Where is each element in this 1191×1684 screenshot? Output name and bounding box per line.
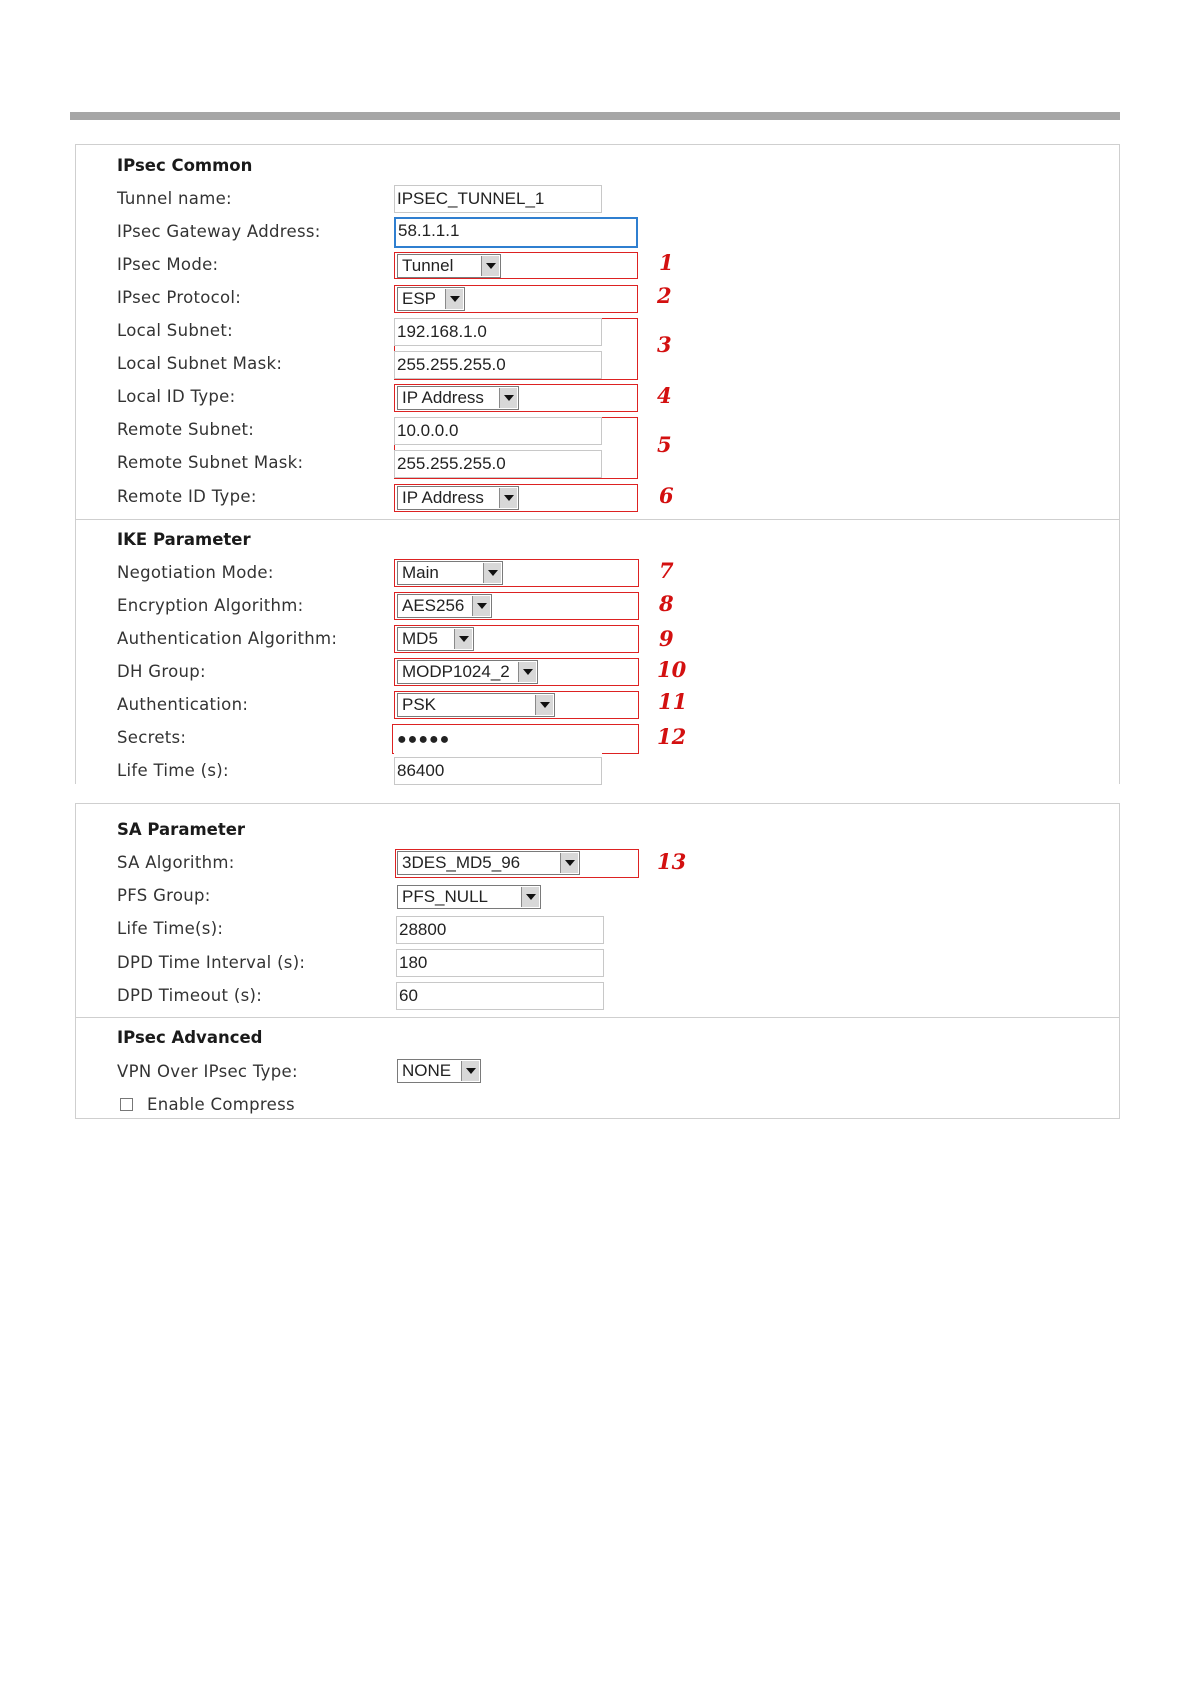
remote-subnet-mask-label: Remote Subnet Mask:: [117, 453, 304, 472]
local-id-type-value: IP Address: [402, 388, 484, 407]
chevron-down-icon[interactable]: [560, 853, 578, 873]
ipsec-common-heading: IPsec Common: [117, 156, 253, 175]
dpd-interval-label: DPD Time Interval (s):: [117, 953, 306, 972]
chevron-down-icon[interactable]: [521, 887, 539, 907]
annotation-number: 2: [657, 283, 672, 308]
dpd-interval-input[interactable]: 180: [396, 949, 604, 977]
dh-group-label: DH Group:: [117, 662, 206, 681]
sa-algorithm-select[interactable]: [397, 851, 580, 875]
ike-life-time-label: Life Time (s):: [117, 761, 229, 780]
annotation-number: 8: [659, 591, 674, 616]
annotation-number: 1: [659, 250, 674, 275]
annotation-number: 13: [657, 849, 687, 874]
ipsec-protocol-label: IPsec Protocol:: [117, 288, 242, 307]
chevron-down-icon[interactable]: [454, 629, 472, 649]
pfs-group-select[interactable]: [397, 885, 541, 909]
local-subnet-mask-label: Local Subnet Mask:: [117, 354, 283, 373]
remote-subnet-label: Remote Subnet:: [117, 420, 255, 439]
sa-algorithm-label: SA Algorithm:: [117, 853, 235, 872]
sa-life-time-input[interactable]: 28800: [396, 916, 604, 944]
enable-compress-label: Enable Compress: [147, 1095, 295, 1114]
chevron-down-icon[interactable]: [499, 388, 517, 408]
chevron-down-icon[interactable]: [483, 563, 501, 583]
section-divider: [75, 519, 1120, 520]
remote-id-type-value: IP Address: [402, 488, 484, 507]
ipsec-mode-value: Tunnel: [402, 256, 454, 275]
ipsec-mode-label: IPsec Mode:: [117, 255, 219, 274]
annotation-number: 12: [657, 724, 687, 749]
negotiation-mode-value: Main: [402, 563, 439, 582]
encryption-algorithm-label: Encryption Algorithm:: [117, 596, 304, 615]
dh-group-value: MODP1024_2: [402, 662, 510, 681]
annotation-number: 7: [659, 558, 674, 583]
chevron-down-icon[interactable]: [461, 1061, 479, 1081]
pfs-group-value: PFS_NULL: [402, 887, 488, 906]
dpd-timeout-input[interactable]: 60: [396, 982, 604, 1010]
local-subnet-label: Local Subnet:: [117, 321, 233, 340]
remote-id-type-select[interactable]: [397, 486, 519, 510]
dpd-timeout-label: DPD Timeout (s):: [117, 986, 263, 1005]
local-id-type-label: Local ID Type:: [117, 387, 236, 406]
section-divider: [75, 1017, 1120, 1018]
chevron-down-icon[interactable]: [481, 256, 499, 276]
chevron-down-icon[interactable]: [472, 596, 490, 616]
ipsec-protocol-select[interactable]: [397, 287, 465, 311]
encryption-algorithm-value: AES256: [402, 596, 465, 615]
vpn-over-ipsec-value: NONE: [402, 1061, 452, 1080]
gateway-label: IPsec Gateway Address:: [117, 222, 321, 241]
tunnel-name-label: Tunnel name:: [117, 189, 232, 208]
sa-algorithm-value: 3DES_MD5_96: [402, 853, 521, 872]
annotation-number: 3: [657, 332, 672, 357]
local-id-type-select[interactable]: [397, 386, 519, 410]
ipsec-advanced-heading: IPsec Advanced: [117, 1028, 263, 1047]
chevron-down-icon[interactable]: [445, 289, 463, 309]
negotiation-mode-select[interactable]: [397, 561, 503, 585]
encryption-algorithm-select[interactable]: [397, 594, 492, 618]
tunnel-name-input[interactable]: IPSEC_TUNNEL_1: [394, 185, 602, 213]
chevron-down-icon[interactable]: [518, 662, 536, 682]
vpn-over-ipsec-select[interactable]: [397, 1059, 481, 1083]
remote-subnet-input[interactable]: 10.0.0.0: [394, 417, 602, 445]
enable-compress-checkbox[interactable]: [120, 1098, 133, 1111]
annotation-number: 4: [657, 383, 672, 408]
annotation-number: 6: [659, 483, 674, 508]
authentication-value: PSK: [402, 695, 437, 714]
authentication-algorithm-label: Authentication Algorithm:: [117, 629, 338, 648]
negotiation-mode-label: Negotiation Mode:: [117, 563, 274, 582]
ipsec-mode-select[interactable]: [397, 254, 501, 278]
annotation-number: 5: [657, 432, 672, 457]
annotation-number: 9: [659, 626, 674, 651]
header-divider: [70, 112, 1120, 120]
sa-life-time-label: Life Time(s):: [117, 919, 224, 938]
chevron-down-icon[interactable]: [499, 488, 517, 508]
secrets-label: Secrets:: [117, 728, 187, 747]
vpn-over-ipsec-label: VPN Over IPsec Type:: [117, 1062, 298, 1081]
ike-parameter-heading: IKE Parameter: [117, 530, 251, 549]
ipsec-protocol-value: ESP: [402, 289, 437, 308]
gateway-address-input[interactable]: 58.1.1.1: [394, 217, 638, 248]
annotation-number: 10: [657, 657, 687, 682]
authentication-label: Authentication:: [117, 695, 249, 714]
local-subnet-mask-input[interactable]: 255.255.255.0: [394, 351, 602, 379]
dh-group-select[interactable]: [397, 660, 538, 684]
annotation-number: 11: [658, 689, 688, 714]
local-subnet-input[interactable]: 192.168.1.0: [394, 318, 602, 346]
remote-subnet-mask-input[interactable]: 255.255.255.0: [394, 450, 602, 478]
authentication-select[interactable]: [397, 693, 555, 717]
ike-life-time-input[interactable]: 86400: [394, 757, 602, 785]
secrets-input[interactable]: ●●●●●: [394, 726, 602, 754]
pfs-group-label: PFS Group:: [117, 886, 211, 905]
sa-parameter-heading: SA Parameter: [117, 820, 246, 839]
authentication-algorithm-value: MD5: [402, 629, 438, 648]
authentication-algorithm-select[interactable]: [397, 627, 474, 651]
chevron-down-icon[interactable]: [535, 695, 553, 715]
remote-id-type-label: Remote ID Type:: [117, 487, 257, 506]
